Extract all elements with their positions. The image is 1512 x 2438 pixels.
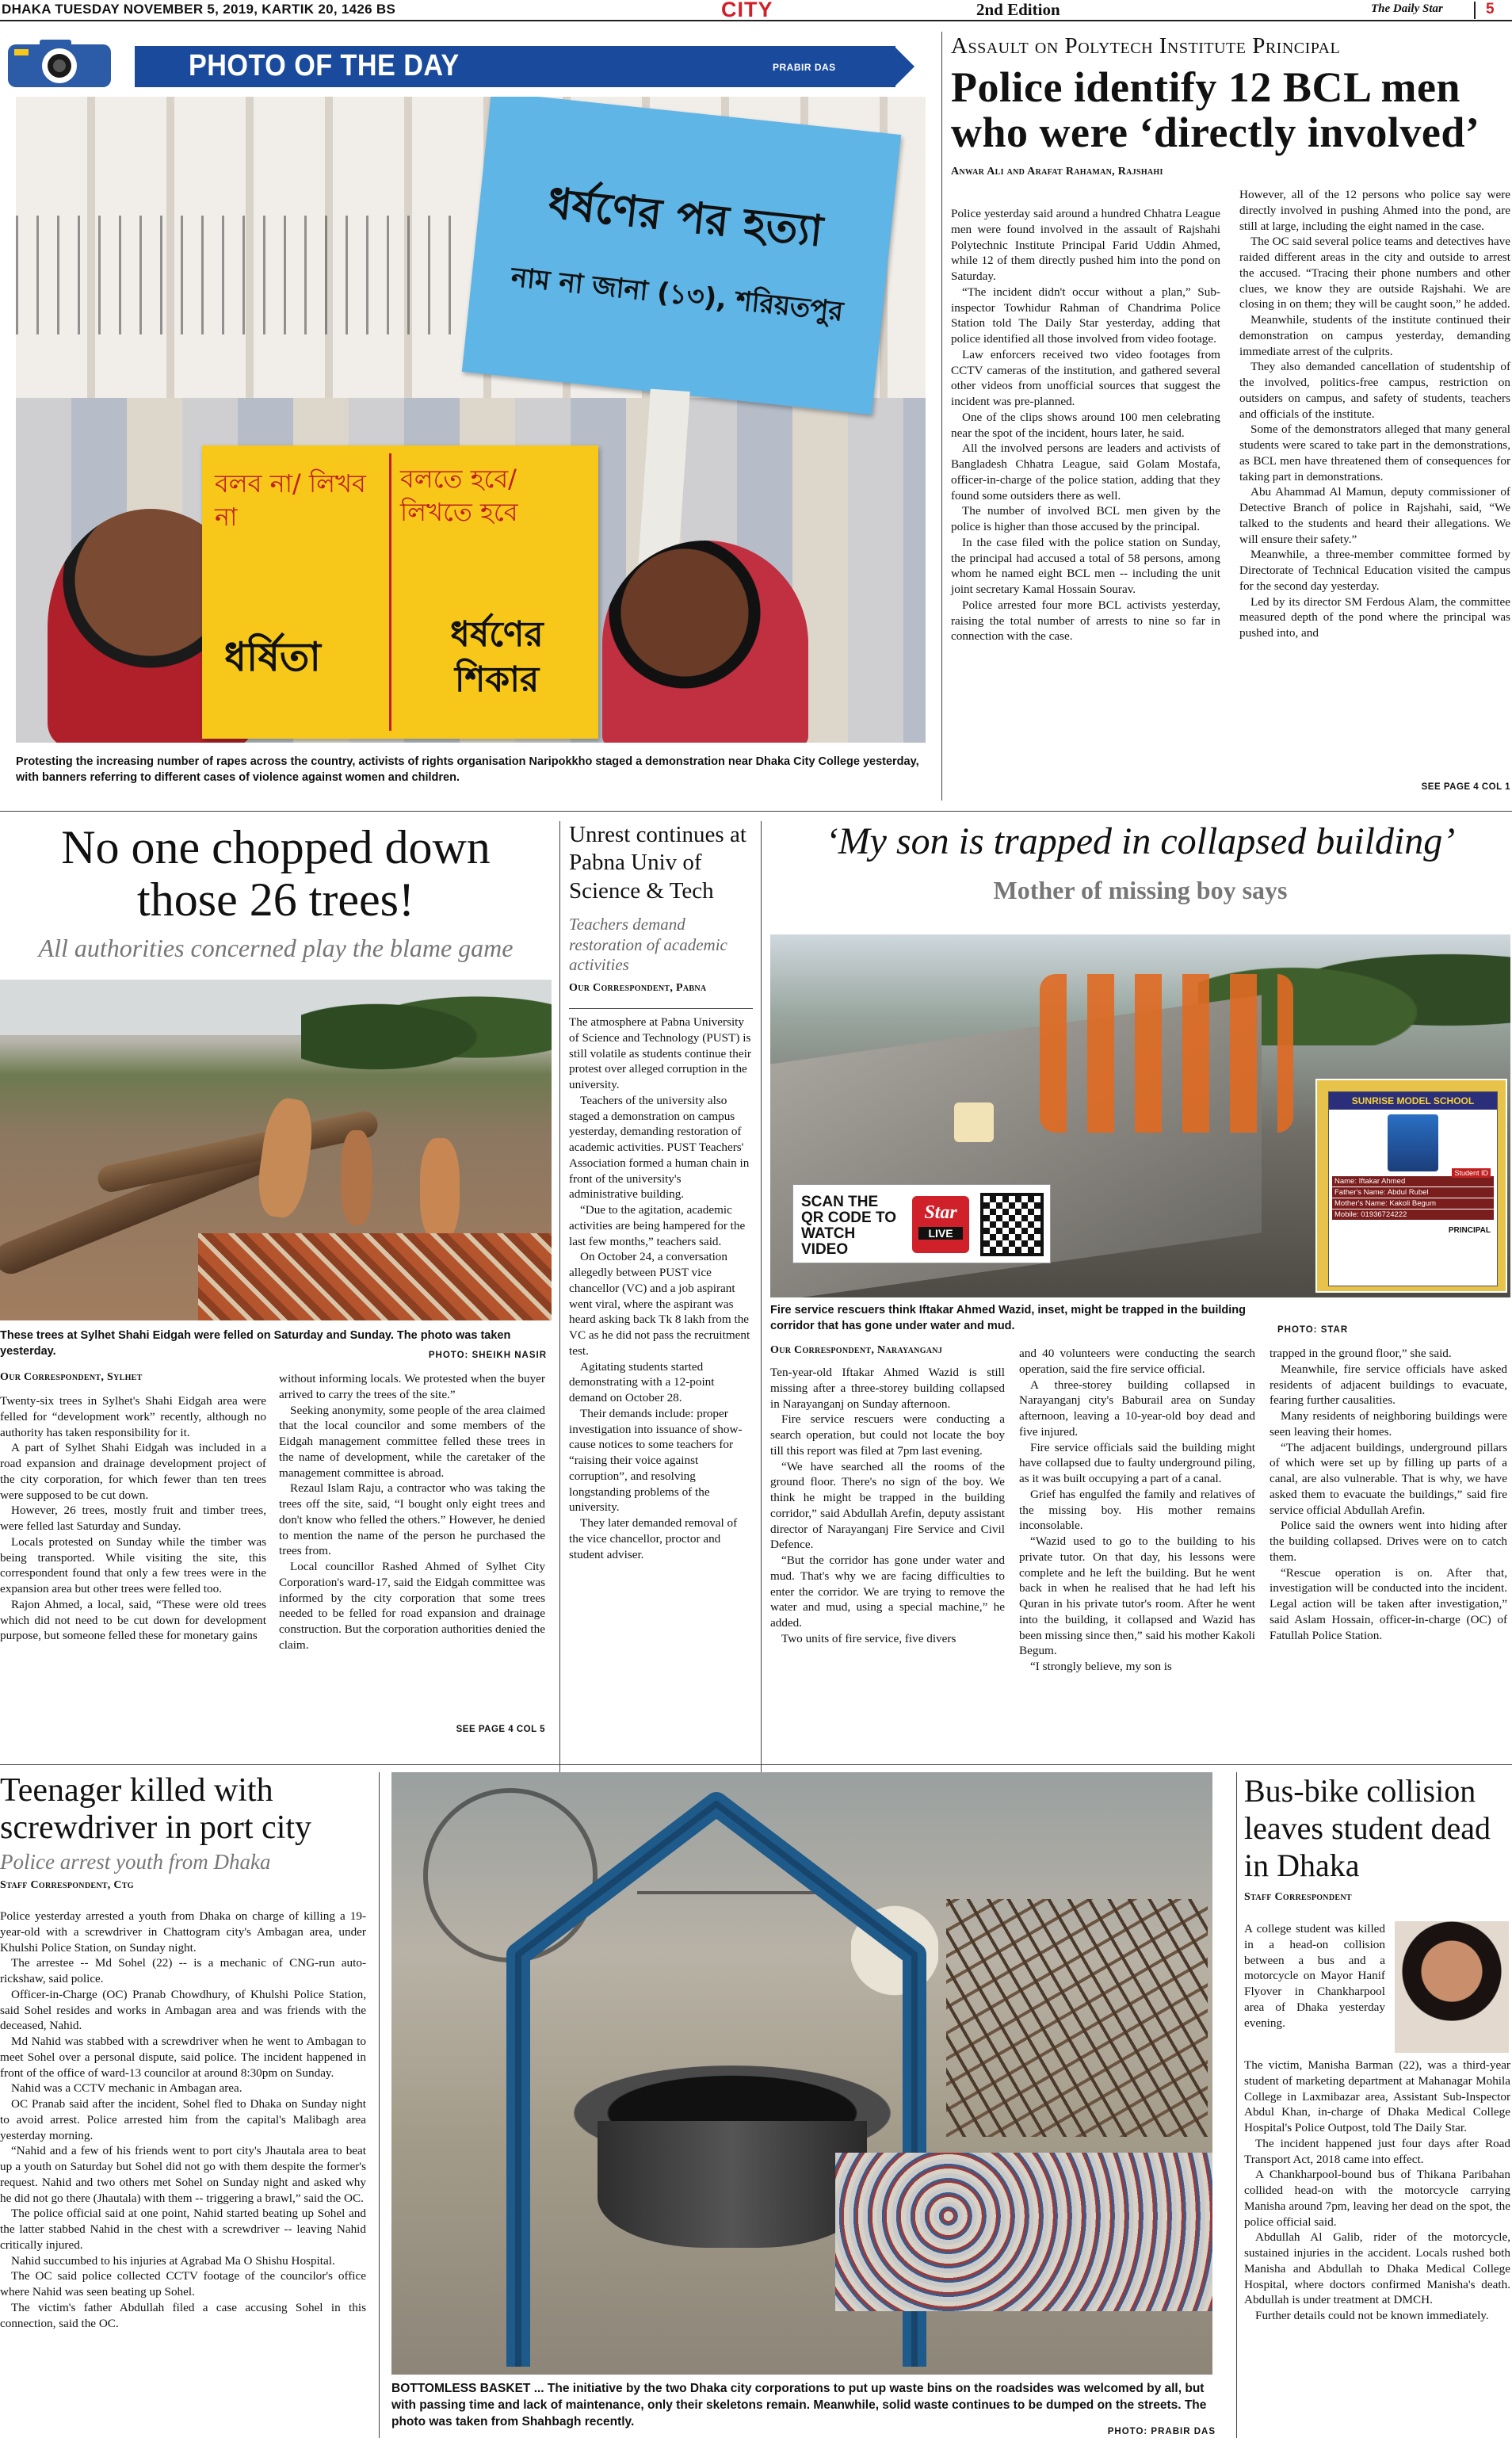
paragraph: Md Nahid was stabbed with a screwdriver when he went to Ambagan to meet Sohel over a personal dispute, said police. The incident happened in front of the office of ward-13 councilor at around 8:30pm on Sunday. bbox=[0, 2035, 366, 2080]
paragraph: Rajon Ahmed, a local, said, “These were old trees which did not need to be cut down for development purpose, but someone felled these for monetary gains bbox=[0, 1597, 266, 1643]
paragraph: The number of involved BCL men given by the police is higher than those accused by the principal. bbox=[951, 504, 1220, 533]
masthead-edition: 2nd Edition bbox=[976, 0, 1060, 19]
paragraph: Teachers of the university also staged a demonstration on campus yesterday, demanding restoration of academic activities. PUST Teachers' Association formed a human chain in front of the university's administrative building. bbox=[569, 1093, 750, 1202]
photo-of-day bbox=[0, 32, 934, 804]
paragraph: Rezaul Islam Raju, a contractor who was taking the trees off the site, said, “I bought only eight trees and don't know who felled the others.” However, he denied to mention the name of the person he purchased the trees from. bbox=[279, 1481, 545, 1558]
polytech-headline: Police identify 12 BCL men who were ‘directly involved’ bbox=[951, 63, 1480, 157]
paragraph: “The adjacent buildings, underground pillars of which were set up by filling up parts of a canal, are also vulnerable. That is why, we have asked them to evacuate the buildings,” said fire service official Abdullah Arefin. bbox=[1270, 1440, 1507, 1517]
busbike-byline bbox=[1244, 1891, 1510, 1904]
id-principal: PRINCIPAL bbox=[1448, 1226, 1491, 1235]
bin-body bbox=[598, 2121, 867, 2248]
polytech-byline-text: Anwar Ali and Arafat Rahaman, Rajshahi bbox=[951, 166, 1163, 178]
scrap-frames bbox=[946, 1899, 1208, 2137]
sign-yellow-text-3: ধর্ষিতা bbox=[224, 634, 321, 680]
potd-caption: Protesting the increasing number of rapes across the country, activists of rights organisation Naripokkho staged a demonstration near Dhaka City College yesterday, with banners referring to different cases of violence against women and children. bbox=[16, 755, 919, 784]
collapse-headline: ‘My son is trapped in collapsed building’ bbox=[825, 820, 1456, 862]
masthead-page: 5 bbox=[1486, 1, 1495, 17]
collapse-col-2 bbox=[1019, 1346, 1255, 1675]
teen-byline bbox=[0, 1879, 369, 1892]
masthead-divider bbox=[1474, 2, 1476, 19]
paragraph: The police official said at one point, Nahid started beating up Sohel and the latter stabbed Nahid in the chest with a screwdriver -- leaving Nahid critically injured. bbox=[0, 2207, 366, 2252]
paragraph: Nahid was a CCTV mechanic in Ambagan area. bbox=[11, 2081, 242, 2096]
log-5 bbox=[420, 1138, 460, 1241]
paragraph: and 40 volunteers were conducting the search operation, said the fire service official. bbox=[1019, 1347, 1255, 1376]
pabna-rule bbox=[569, 1008, 753, 1009]
id-mother: Mother's Name: Kakoli Begum bbox=[1332, 1198, 1494, 1209]
paragraph: OC Pranab said after the incident, Sohel fled to Dhaka on Sunday night to avoid arrest. Police arrested him from the capital's Malibagh area yesterday morning. bbox=[0, 2097, 366, 2142]
star-live-brand-2: LIVE bbox=[918, 1227, 963, 1240]
paragraph: One of the clips shows around 100 men celebrating near the spot of the incident, hours later, he said. bbox=[951, 410, 1220, 440]
paragraph: In the case filed with the police station on Sunday, the principal had accused a total of 58 persons, among whom he named eight BCL men -- including the unit joint secretary Kamal Hossain Sourav. bbox=[951, 535, 1220, 596]
paragraph: “I strongly believe, my son is bbox=[1030, 1660, 1172, 1673]
paragraph: Abu Ahammad Al Mamun, deputy commissioner of Detective Branch of police in Rajshahi, said, “We talked to the students and heard their allegations. We will ensure their safety.” bbox=[1239, 485, 1510, 546]
potd-photo bbox=[16, 97, 926, 743]
trees-continued[interactable]: SEE PAGE 4 COL 5 bbox=[456, 1725, 545, 1734]
sign-blue bbox=[462, 97, 901, 415]
star-live-logo bbox=[912, 1196, 969, 1253]
bricks bbox=[198, 1233, 552, 1320]
polytech-byline bbox=[951, 166, 1510, 178]
id-card-inset bbox=[1315, 1079, 1507, 1293]
trees-byline bbox=[0, 1371, 143, 1384]
paragraph: A Chankharpool-bound bus of Thikana Paribahan collided head-on with the motorcycle carrying Manisha around 7pm, leaving her dead on the spot, the police official said. bbox=[1244, 2168, 1510, 2229]
paragraph: Fire service officials said the building might have collapsed due to faulty underground piling, as it was built occupying a part of a canal. bbox=[1019, 1440, 1255, 1485]
basket-credit: PHOTO: PRABIR DAS bbox=[1107, 2427, 1216, 2436]
paragraph: Police yesterday arrested a youth from Dhaka on charge of killing a 19-year-old with a screwdriver in Chattogram city's Ambagan area, under Khulshi Police Station, on Sunday night. bbox=[0, 1909, 366, 1955]
masthead bbox=[0, 0, 1512, 21]
trees-photo bbox=[0, 980, 552, 1320]
paragraph: Fire service rescuers were conducting a search operation, but could not locate the boy till this report was filed at 7pm last evening. bbox=[770, 1412, 1005, 1458]
paragraph: Their demands include: proper investigation into issuance of show-cause notices to some teachers for “raising their voice against corruption”, and resolving longstanding problems of the university. bbox=[569, 1406, 743, 1515]
paragraph: Twenty-six trees in Sylhet's Shahi Eidgah area were felled for “development work” recently, although no authority has taken responsibility for it. bbox=[0, 1394, 266, 1439]
paragraph: A part of Sylhet Shahi Eidgah was included in a road expansion and drainage development project of the city corporation, for which fewer than ten trees were supposed to be cut down. bbox=[0, 1441, 266, 1502]
paragraph: The atmosphere at Pabna University of Science and Technology (PUST) is still volatile as students continue their protest over alleged corruption in the university. bbox=[569, 1015, 751, 1091]
log-3 bbox=[254, 1096, 317, 1221]
paragraph: Agitating students started demonstrating with a 12-point demand on October 28. bbox=[569, 1359, 715, 1404]
paragraph: Law enforcers received two video footages from CCTV cameras of the institution, and gathered several other videos from unofficial sources that suggest the incident was pre-planned. bbox=[951, 347, 1220, 408]
pabna-byline-text: Our Correspondent, Pabna bbox=[569, 981, 707, 994]
collapse-col-3 bbox=[1270, 1346, 1507, 1643]
paragraph: A three-storey building collapsed in Narayanganj city's Baburail area on Sunday afternoon, leaving a 10-year-old boy dead and five injured. bbox=[1019, 1378, 1255, 1439]
paragraph: The incident happened just four days after Road Transport Act, 2018 came into effect. bbox=[1244, 2136, 1510, 2166]
trees-subhead: All authorities concerned play the blame game bbox=[38, 934, 514, 962]
qr-box[interactable] bbox=[792, 1184, 1051, 1263]
paragraph: Ten-year-old Iftakar Ahmed Wazid is still missing after a three-storey building collapsed in Narayanganj on Sunday afternoon. bbox=[770, 1366, 1005, 1411]
id-photo bbox=[1388, 1114, 1438, 1171]
busbike-intro: A college student was killed in a head-on collision between a bus and a motorcycle on Mayor Hanif Flyover in Chankharpool area of Dhaka yesterday evening. bbox=[1244, 1922, 1385, 2030]
paragraph: Grief has engulfed the family and relatives of the missing boy. His mother remains inconsolable. bbox=[1019, 1487, 1255, 1533]
paragraph: Two units of fire service, five divers bbox=[781, 1631, 956, 1645]
teen-article bbox=[0, 1772, 369, 2438]
collapse-subhead: Mother of missing boy says bbox=[993, 875, 1288, 904]
pabna-body bbox=[569, 1015, 753, 1562]
pabna-article bbox=[569, 821, 753, 1772]
polytech-article bbox=[951, 32, 1510, 801]
sign-yellow-text-4: ধর্ষণের শিকার bbox=[450, 614, 544, 701]
masthead-paper: The Daily Star bbox=[1371, 2, 1443, 15]
qr-text: SCAN THE QR CODE TO WATCH VIDEO bbox=[801, 1194, 896, 1258]
id-card bbox=[1328, 1091, 1498, 1286]
paragraph: “Due to the agitation, academic activities are being hampered for the last few months,” teachers said. bbox=[569, 1203, 746, 1248]
masthead-dateline: DHAKA TUESDAY NOVEMBER 5, 2019, KARTIK 20, 1426 BS bbox=[2, 2, 396, 17]
paragraph: Meanwhile, students of the institute continued their demonstration on campus yesterday, demanding immediate arrest of the culprits. bbox=[1239, 313, 1510, 358]
paragraph: Police arrested four more BCL activists yesterday, raising the total number of arrests to nine so far in connection with the case. bbox=[951, 598, 1220, 644]
waste-pile bbox=[835, 2153, 1212, 2311]
id-school: SUNRISE MODEL SCHOOL bbox=[1329, 1092, 1497, 1110]
collapse-photo bbox=[770, 934, 1510, 1297]
potd-arrow bbox=[894, 46, 914, 87]
rule-v-5 bbox=[1236, 1772, 1237, 2438]
bucket bbox=[954, 1102, 994, 1142]
potd-title: PHOTO OF THE DAY bbox=[189, 49, 460, 82]
sign-yellow-text-2: বলতে হবে/ লিখতে হবে bbox=[400, 464, 518, 527]
collapse-article bbox=[770, 821, 1510, 1772]
sign-blue-line-2: নাম না জানা (১৩), শরিয়তপুর bbox=[510, 261, 845, 328]
basket-caption: BOTTOMLESS BASKET ... The initiative by the two Dhaka city corporations to put up waste bins on the roadsides was welcomed by all, but with passing time and lack of maintenance, only their skeletons remain. Meanwhile, solid waste continues to be dumped on the streets. The photo was taken from Shahbagh recently. bbox=[391, 2382, 1207, 2428]
paragraph: Police yesterday said around a hundred Chhatra League men were found involved in the assault of Rajshahi Polytechnic Institute Principal Farid Uddin Ahmed, while 12 of them directly pushed him into the pond on Saturday. bbox=[951, 207, 1220, 283]
pabna-subhead: Teachers demand restoration of academic activities bbox=[569, 915, 727, 975]
pabna-byline bbox=[569, 982, 753, 995]
paragraph: They later demanded removal of the vice chancellor, proctor and student adviser. bbox=[569, 1516, 738, 1561]
polytech-col-2 bbox=[1239, 187, 1510, 641]
basket-photo bbox=[391, 1772, 1212, 2375]
sign-yellow-text-1: বলব না/ লিখব না bbox=[215, 468, 366, 532]
id-role: Student ID bbox=[1452, 1168, 1491, 1178]
paragraph: They also demanded cancellation of studentship of the involved, politics-free campus, restriction on outsiders on campus, and safety of students, teachers and officials of the institute. bbox=[1239, 360, 1510, 421]
id-mobile: Mobile: 01936724222 bbox=[1332, 1209, 1494, 1220]
star-live-brand-1: Star bbox=[924, 1202, 957, 1223]
rescuers bbox=[1040, 974, 1293, 1133]
paragraph: Police said the owners went into hiding after the building collapsed. Drives were on to catch them. bbox=[1270, 1519, 1507, 1564]
paragraph: Nahid succumbed to his injuries at Agrabad Ma O Shishu Hospital. bbox=[11, 2253, 335, 2268]
paragraph: Abdullah Al Galib, rider of the motorcycle, sustained injuries in the accident. Locals rushed both Manisha and Abdullah to Dhaka Medical College Hospital, where doctors confirmed Manisha's death. Abdullah is under treatment at DMCH. bbox=[1244, 2230, 1510, 2307]
masthead-section: CITY bbox=[721, 0, 773, 21]
paragraph: However, 26 trees, mostly fruit and timber trees, were felled last Saturday and Sunday. bbox=[0, 1504, 266, 1533]
victim-photo bbox=[1395, 1921, 1509, 2053]
collapse-caption: Fire service rescuers think Iftakar Ahmed Wazid, inset, might be trapped in the building corridor that has gone under water and mud. bbox=[770, 1304, 1246, 1332]
collapse-byline-text: Our Correspondent, Narayanganj bbox=[770, 1344, 943, 1356]
busbike-body bbox=[1244, 2058, 1510, 2324]
paragraph: All the involved persons are leaders and activists of Bangladesh Chhatra League, said Golam Mostafa, officer-in-charge of the police station, adding that they found some outsiders there as well. bbox=[951, 441, 1220, 503]
paragraph: Many residents of neighboring buildings were seen leaving their homes. bbox=[1270, 1409, 1507, 1439]
paragraph: On October 24, a conversation allegedly between PUST vice chancellor (VC) and a job aspirant went viral, where the aspirant was heard asking back Tk 8 lakh from the VC as he did not pass the recruitment test. bbox=[569, 1250, 750, 1358]
teen-subhead: Police arrest youth from Dhaka bbox=[0, 1850, 271, 1874]
rule-v-2 bbox=[559, 821, 560, 1772]
polytech-col-1 bbox=[951, 206, 1220, 644]
polytech-continued[interactable]: SEE PAGE 4 COL 1 bbox=[1421, 782, 1510, 792]
rule-v-4 bbox=[379, 1772, 380, 2438]
paragraph: “We have searched all the rooms of the ground floor. There's no sign of the boy. We think he might be trapped in the building corridor,” said Abdullah Arefin, deputy assistant director of Narayanganj Fire Service and Civil Defence. bbox=[770, 1459, 1005, 1552]
paragraph: “Rescue operation is on. After that, investigation will be conducted into the incident. Legal action will be taken after investigation,” said Aslam Hossain, officer-in-charge (OC) of Fatullah Police Station. bbox=[1270, 1565, 1507, 1642]
basket-feature bbox=[391, 1772, 1216, 2438]
paragraph: The victim, Manisha Barman (22), was a third-year student of marketing department at Mahanagar Mohila College in Laxmibazar area, Assistant Sub-Inspector Abdul Khan, in-charge of Dhaka Medical College Hospital's Police Outpost, told The Daily Star. bbox=[1244, 2058, 1510, 2134]
trees-caption: These trees at Sylhet Shahi Eidgah were felled on Saturday and Sunday. The photo was taken yesterday. bbox=[0, 1329, 511, 1358]
collapse-credit: PHOTO: STAR bbox=[1277, 1325, 1349, 1335]
qr-code-icon bbox=[980, 1193, 1044, 1256]
potd-banner bbox=[0, 40, 919, 92]
collapse-col-1 bbox=[770, 1365, 1005, 1647]
trees-col-2 bbox=[279, 1371, 545, 1653]
paragraph: Local councillor Rashed Ahmed of Sylhet City Corporation's ward-17, said the Eidgah committee was informed by the city corporation that some trees needed to be felled for road expansion and drainage construction. But the corporation authorities denied the claim. bbox=[279, 1560, 545, 1652]
log-4 bbox=[341, 1130, 372, 1225]
trees-headline: No one chopped down those 26 trees! bbox=[61, 821, 491, 926]
paragraph: “The incident didn't occur without a plan,” Sub-inspector Towhidur Rahman of Chandrima Police Station told The Daily Star yesterday, adding that police identified all those involved from video footage. bbox=[951, 285, 1220, 346]
paragraph: The OC said police collected CCTV footage of the councilor's office where Nahid was seen beating up Sohel. bbox=[0, 2269, 366, 2299]
trees-byline-text: Our Correspondent, Sylhet bbox=[0, 1371, 143, 1383]
trees-foliage bbox=[301, 980, 552, 1075]
sign-yellow bbox=[202, 445, 598, 739]
trees-article bbox=[0, 821, 552, 1772]
protester-right bbox=[602, 541, 808, 743]
busbike-byline-text: Staff Correspondent bbox=[1244, 1890, 1352, 1903]
paragraph: Meanwhile, a three-member committee formed by Directorate of Technical Education visited the campus for the second day yesterday. bbox=[1239, 548, 1510, 593]
paragraph: The victim's father Abdullah filed a case accusing Sohel in this connection, said the OC. bbox=[0, 2300, 366, 2330]
teen-headline: Teenager killed with screwdriver in port city bbox=[0, 1772, 312, 1847]
paragraph: The arrestee -- Md Sohel (22) -- is a mechanic of CNG-run auto-rickshaw, said police. bbox=[0, 1956, 366, 1985]
paragraph: without informing locals. We protested when the buyer arrived to carry the trees of the site.” bbox=[279, 1372, 545, 1401]
paragraph: Officer-in-Charge (OC) Pranab Chowdhury, of Khulshi Police Station, said Sohel resides and works in Ambagan area and was friends with the deceased, Nahid. bbox=[0, 1987, 366, 2033]
paragraph: Locals protested on Sunday while the timber was being transported. While visiting the site, this correspondent found that only a few trees were in the expansion area but other trees were felled too. bbox=[0, 1534, 266, 1595]
trees-col-1 bbox=[0, 1393, 266, 1644]
paragraph: Some of the demonstrators alleged that many general students were scared to take part in the demonstrations, as BCL men have threatened them of consequences for taking part in demonstrations. bbox=[1239, 422, 1510, 483]
paragraph: “But the corridor has gone under water and mud. That's why we are facing difficulties to enter the corridor. We are trying to remove the water and mud, using a special machine,” he added. bbox=[770, 1553, 1005, 1630]
polytech-kicker: Assault on Polytech Institute Principal bbox=[951, 33, 1341, 59]
id-name: Name: Iftakar Ahmed bbox=[1332, 1176, 1494, 1187]
paragraph: The OC said several police teams and detectives have raided different areas in the city and outside to arrest the accused. “Tracing their phone numbers and other clues, we know they are outside Rajshahi. We are closing in on them; they will be caught soon,” he added. bbox=[1239, 235, 1510, 311]
paragraph: trapped in the ground floor,” she said. bbox=[1270, 1347, 1452, 1360]
paragraph: Meanwhile, fire service officials have asked residents of adjacent buildings to evacuate, fearing further causalities. bbox=[1270, 1362, 1507, 1408]
sign-yellow-divider bbox=[389, 453, 391, 731]
rule-h-1 bbox=[0, 811, 1512, 812]
rule-v-3 bbox=[761, 821, 762, 1772]
paragraph: Further details could not be known immediately. bbox=[1255, 2309, 1489, 2322]
trees-credit: PHOTO: SHEIKH NASIR bbox=[428, 1351, 547, 1360]
rule-h-2 bbox=[0, 1764, 1512, 1765]
paragraph: “Nahid and a few of his friends went to port city's Jhautala area to beat up a youth on Saturday but Sohel did not go with them despite the former's request. Nahid and two others met Sohel on Sunday night and asked why he did not go there (Jhautala) with them -- triggering a brawl,” said the OC. bbox=[0, 2144, 366, 2205]
paragraph: However, all of the 12 persons who police say were directly involved in pushing Ahmed into the pond, are still at large, including the eight named in the case. bbox=[1239, 188, 1510, 233]
busbike-headline: Bus-bike collision leaves student dead in Dhaka bbox=[1244, 1773, 1491, 1884]
rule-v-1 bbox=[941, 32, 942, 801]
collapse-byline bbox=[770, 1344, 942, 1357]
sign-blue-line-1: ধর্ষণের পর হত্যা bbox=[545, 178, 826, 257]
paragraph: Led by its director SM Ferdous Alam, the committee measured depth of the pond where the principal was pushed into, and bbox=[1239, 594, 1510, 640]
paragraph: “Wazid used to go to the building to his private tutor. On that day, his lessons were complete and he left the building. But he went back in when he realised that he had left his Quran in his private tutor's room. After he went into the building, it collapsed and Wazid has been missing since then,” said his mother Kakoli Begum. bbox=[1019, 1534, 1255, 1658]
id-father: Father's Name: Abdul Rubel bbox=[1332, 1187, 1494, 1198]
potd-credit: PRABIR DAS bbox=[773, 62, 836, 73]
pabna-headline: Unrest continues at Pabna Univ of Science & Tech bbox=[569, 822, 746, 904]
busbike-article bbox=[1244, 1772, 1510, 2438]
paragraph: Seeking anonymity, some people of the area claimed that the local councilor and some members of the Eidgah management committee felled these trees in the name of development, while the caretaker of the management committee is abroad. bbox=[279, 1403, 545, 1480]
teen-body bbox=[0, 1909, 366, 2331]
teen-byline-text: Staff Correspondent, Ctg bbox=[0, 1879, 134, 1892]
window-grill bbox=[16, 216, 460, 334]
